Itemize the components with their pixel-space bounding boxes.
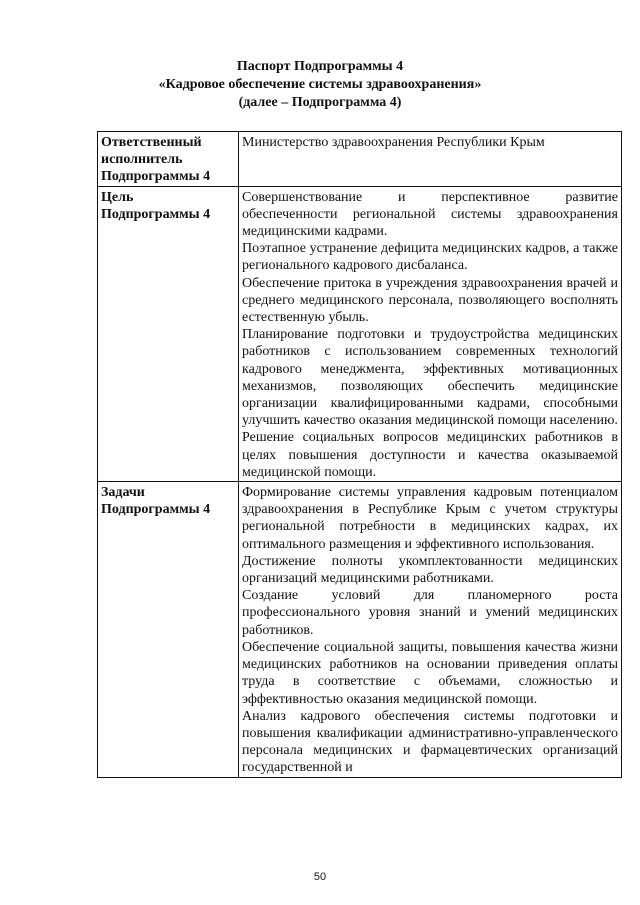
row-content-tasks <box>239 482 622 777</box>
paragraph: Обеспечение притока в учреждения здравоохранения врачей и среднего медицинского персонала, позволяющего восполнять естественную убыль. <box>242 275 618 326</box>
paragraph: Обеспечение социальной защиты, повышения качества жизни медицинских работников на основании приведения оплаты труда в соответствие с объемами, сложностью и эффективностью оказания медицинской помощи. <box>242 639 618 707</box>
page-number: 50 <box>313 871 327 883</box>
row-content-goal <box>239 186 622 481</box>
paragraph: Формирование системы управления кадровым потенциалом здравоохранения в Республике Крым с учетом структуры региональной потребности в медицинских кадрах, их оптимального размещения и эффективного использования. <box>242 485 618 552</box>
row-label-tasks <box>98 482 239 777</box>
title-line-3: (далее – Подпрограмма 4) <box>238 95 402 110</box>
paragraph: Создание условий для планомерного роста профессионального уровня знаний и умений медицинских работников. <box>242 588 618 638</box>
label-line: Подпрограммы 4 <box>101 206 211 222</box>
paragraph: Министерство здравоохранения Республики Крым <box>242 135 545 150</box>
paragraph: Совершенствование и перспективное развитие обеспеченности региональной системы здравоохранения медицинскими кадрами. <box>242 189 618 240</box>
paragraph: Достижение полноты укомплектованности медицинских организаций медицинскими работниками. <box>242 553 618 587</box>
paragraph: Поэтапное устранение дефицита медицинских кадров, а также регионального кадрового дисбаланса. <box>242 241 618 274</box>
title-line-2: «Кадровое обеспечение системы здравоохранения» <box>158 77 482 92</box>
label-line: Ответственный <box>101 135 202 150</box>
passport-table <box>97 131 622 778</box>
paragraph: Решение социальных вопросов медицинских работников в целях повышения доступности и качества оказываемой медицинской помощи. <box>242 430 618 480</box>
document-title <box>0 58 640 112</box>
label-line: Подпрограммы 4 <box>101 169 211 185</box>
label-line: исполнитель <box>101 152 183 168</box>
row-content-responsible <box>239 132 622 187</box>
table-row-responsible <box>98 132 622 187</box>
paragraph: Планирование подготовки и трудоустройства медицинских работников с использованием современных технологий кадрового менеджмента, эффективных мотивационных механизмов, позволяющих обеспечить медицинские организации квалифицированными кадрами, способными улучшить качество оказания медицинской помощи населению. <box>242 327 618 429</box>
table-row-tasks <box>98 482 622 777</box>
label-line: Задачи <box>101 485 145 501</box>
table-row-goal <box>98 186 622 481</box>
title-line-1: Паспорт Подпрограммы 4 <box>236 59 404 74</box>
row-label-goal <box>98 186 239 481</box>
paragraph: Анализ кадрового обеспечения системы подготовки и повышения квалификации административно-управленческого персонала медицинских и фармацевтических организаций государственной и <box>242 708 618 776</box>
label-line: Подпрограммы 4 <box>101 502 211 518</box>
row-label-responsible <box>98 132 239 187</box>
label-line: Цель <box>101 189 134 205</box>
